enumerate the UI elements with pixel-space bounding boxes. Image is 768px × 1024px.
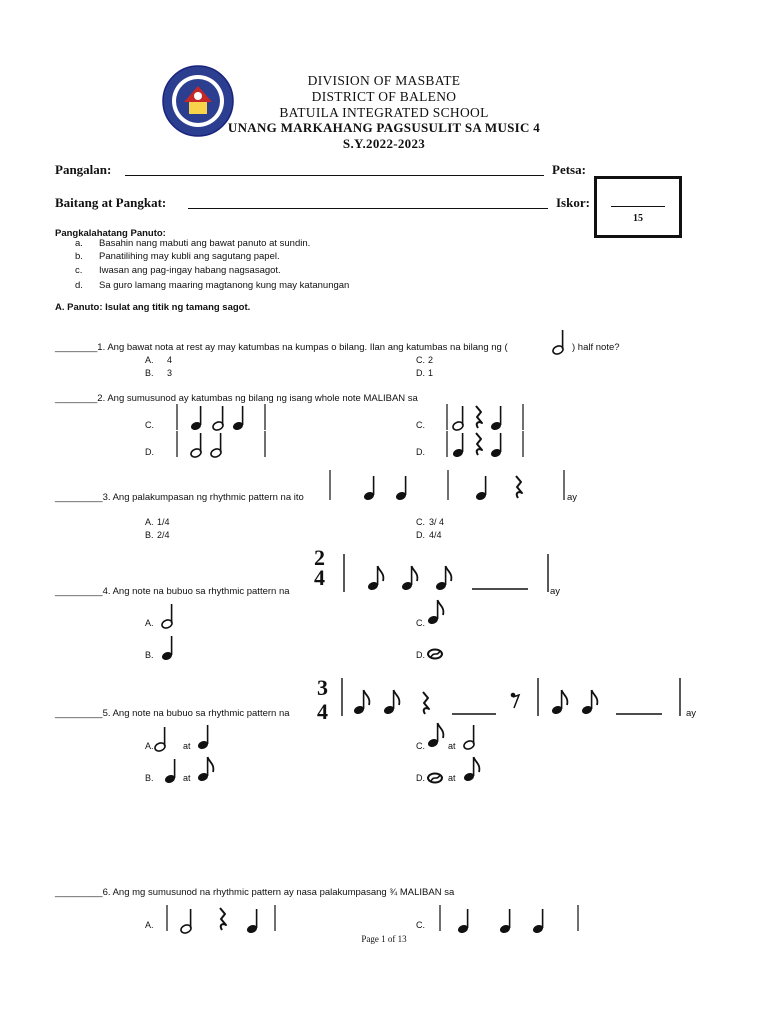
q4-choice-a-half-note-icon bbox=[162, 604, 176, 630]
q4-choice-d-whole-note-icon bbox=[428, 648, 444, 662]
page-number: Page 1 of 13 bbox=[361, 934, 407, 944]
instruction-text-a: Basahin nang mabuti ang bawat panuto at sundin. bbox=[99, 238, 311, 249]
grade-section-label: Baitang at Pangkat: bbox=[55, 195, 167, 210]
q6-choice-c-letter: C. bbox=[416, 920, 425, 930]
header-line-division: DIVISION OF MASBATE bbox=[307, 73, 461, 88]
grade-section-field[interactable] bbox=[188, 208, 548, 209]
q4-choice-c-letter: C. bbox=[416, 618, 425, 628]
q4-answer-blank[interactable]: _________4. Ang note na bubuo sa rhythmic pattern na bbox=[55, 586, 290, 597]
q2-choice-2-letter: D. bbox=[145, 447, 154, 457]
q3-text: 3. Ang palakumpasan ng rhythmic pattern na ito bbox=[102, 492, 304, 503]
name-field[interactable] bbox=[125, 175, 544, 176]
q4-choice-a-letter: A. bbox=[145, 618, 154, 628]
q5-suffix: ay bbox=[686, 708, 697, 719]
q4-choice-c-eighth-note-icon bbox=[428, 600, 448, 628]
date-label: Petsa: bbox=[552, 162, 586, 177]
instruction-text-b: Panatilihing may kubli ang sagutang papel. bbox=[99, 251, 280, 262]
q1-choice-d-text: 1 bbox=[428, 368, 434, 378]
q6-choice-c-rhythm-icon bbox=[438, 905, 583, 935]
q6-text: 6. Ang mg sumusunod na rhythmic pattern ay nasa palakumpasang ¾ MALIBAN sa bbox=[102, 887, 455, 898]
q4-rhythm-pattern-icon bbox=[342, 554, 557, 598]
q5-choice-c-eighth-note-icon bbox=[428, 723, 448, 751]
q4-choice-d-letter: D. bbox=[416, 650, 425, 660]
header-line-school: BATUILA INTEGRATED SCHOOL bbox=[279, 105, 489, 120]
instructions-title: Pangkalahatang Panuto: bbox=[55, 228, 166, 239]
q1-choice-b-letter: B. bbox=[145, 368, 154, 378]
instruction-text-d: Sa guro lamang maaring magtanong kung may katanungan bbox=[99, 280, 350, 291]
q3-suffix: ay bbox=[567, 492, 578, 503]
q1-choice-a-letter: A. bbox=[145, 355, 154, 365]
q5-choice-c-letter: C. bbox=[416, 741, 425, 751]
q6-choice-a-rhythm-icon bbox=[165, 905, 280, 935]
q5-time-sig-top: 3 bbox=[317, 675, 328, 700]
q4-choice-b-letter: B. bbox=[145, 650, 154, 660]
q5-choice-a-letter: A. bbox=[145, 741, 154, 751]
q1-answer-blank[interactable]: ________1. Ang bawat nota at rest ay may katumbas na kumpas o bilang. Ilan ang katumbas na bilang ng ( bbox=[55, 342, 508, 353]
q3-choice-c-letter: C. bbox=[416, 517, 425, 527]
header-line-district: DISTRICT OF BALENO bbox=[311, 89, 457, 104]
q2-choice-1-rhythm-icon bbox=[175, 404, 275, 434]
q5-time-signature bbox=[317, 676, 328, 724]
q3-choice-d-text: 4/4 bbox=[429, 530, 442, 540]
exam-title: UNANG MARKAHANG PAGSUSULIT SA MUSIC 4 bbox=[227, 120, 541, 135]
q1-text-after: ) half note? bbox=[572, 342, 620, 353]
q5-choice-c-half-note-icon bbox=[464, 725, 478, 751]
half-note-icon bbox=[553, 330, 567, 356]
score-divider bbox=[611, 206, 665, 207]
q1-choice-c-text: 2 bbox=[428, 355, 434, 365]
q5-choice-b-connector: at bbox=[183, 773, 191, 783]
q4-choice-b-quarter-note-icon bbox=[162, 636, 176, 662]
q3-choice-c-text: 3/ 4 bbox=[429, 517, 445, 527]
q4-time-signature bbox=[314, 545, 325, 590]
q5-choice-d-connector: at bbox=[448, 773, 456, 783]
q2-choice-2-rhythm-icon bbox=[175, 431, 275, 461]
section-a-title: A. Panuto: Isulat ang titik ng tamang sagot. bbox=[55, 302, 251, 313]
name-label: Pangalan: bbox=[55, 162, 112, 177]
q3-choice-b-letter: B. bbox=[145, 530, 154, 540]
q1-choice-c-letter: C. bbox=[416, 355, 425, 365]
score-total: 15 bbox=[633, 213, 643, 224]
q3-choice-b-text: 2/4 bbox=[157, 530, 170, 540]
instruction-letter-c: c. bbox=[75, 265, 83, 276]
q2-choice-3-letter: C. bbox=[416, 420, 425, 430]
q2-text: 2. Ang sumusunod ay katumbas ng bilang ng isang whole note MALIBAN sa bbox=[97, 393, 418, 404]
score-label: Iskor: bbox=[556, 195, 590, 210]
q5-answer-blank[interactable]: _________5. Ang note na bubuo sa rhythmic pattern na bbox=[55, 708, 290, 719]
q2-choice-4-letter: D. bbox=[416, 447, 425, 457]
instruction-letter-b: b. bbox=[75, 251, 83, 262]
q2-choice-3-rhythm-icon bbox=[445, 404, 535, 434]
q2-choice-4-rhythm-icon bbox=[445, 431, 535, 461]
q3-choice-d-letter: D. bbox=[416, 530, 425, 540]
q5-choice-d-whole-note-icon bbox=[428, 772, 444, 786]
q1-choice-b-text: 3 bbox=[167, 368, 173, 378]
q5-time-sig-bottom: 4 bbox=[317, 699, 328, 724]
instruction-letter-d: d. bbox=[75, 280, 83, 291]
q5-choice-d-eighth-note-icon bbox=[464, 757, 484, 785]
q3-choice-a-text: 1/4 bbox=[157, 517, 170, 527]
q5-choice-d-letter: D. bbox=[416, 773, 425, 783]
q2-choice-1-letter: C. bbox=[145, 420, 154, 430]
q5-choice-a-connector: at bbox=[183, 741, 191, 751]
school-year: S.Y.2022-2023 bbox=[342, 136, 426, 151]
q5-choice-b-quarter-note-icon bbox=[165, 759, 179, 785]
q1-choice-d-letter: D. bbox=[416, 368, 425, 378]
q2-answer-blank[interactable]: ________2. Ang sumusunod ay katumbas ng bilang ng isang whole note MALIBAN sa bbox=[55, 393, 418, 404]
q5-choice-b-letter: B. bbox=[145, 773, 154, 783]
q4-time-sig-top: 2 bbox=[314, 545, 325, 570]
q5-choice-b-eighth-note-icon bbox=[198, 757, 218, 785]
q1-text: 1. Ang bawat nota at rest ay may katumbas na kumpas o bilang. Ilan ang katumbas na bilang ng ( bbox=[97, 342, 508, 353]
q3-answer-blank[interactable]: _________3. Ang palakumpasan ng rhythmic pattern na ito bbox=[55, 492, 304, 503]
q6-choice-a-letter: A. bbox=[145, 920, 154, 930]
q4-time-sig-bottom: 4 bbox=[314, 565, 325, 590]
q5-choice-a-half-note-icon bbox=[155, 727, 169, 753]
q3-rhythm-pattern-icon bbox=[328, 470, 568, 504]
q5-text: 5. Ang note na bubuo sa rhythmic pattern na bbox=[102, 708, 290, 719]
instruction-text-c: Iwasan ang pag-ingay habang nagsasagot. bbox=[99, 265, 281, 276]
q6-answer-blank[interactable]: _________6. Ang mg sumusunod na rhythmic pattern ay nasa palakumpasang ¾ MALIBAN sa bbox=[55, 887, 455, 898]
instruction-letter-a: a. bbox=[75, 238, 83, 249]
q4-text: 4. Ang note na bubuo sa rhythmic pattern na bbox=[102, 586, 290, 597]
q1-choice-a-text: 4 bbox=[167, 355, 173, 365]
score-box[interactable] bbox=[594, 176, 682, 238]
q5-choice-a-quarter-note-icon bbox=[198, 725, 214, 751]
q4-suffix: ay bbox=[550, 586, 561, 597]
q5-choice-c-connector: at bbox=[448, 741, 456, 751]
q5-rhythm-pattern-icon bbox=[340, 678, 685, 722]
q3-choice-a-letter: A. bbox=[145, 517, 154, 527]
